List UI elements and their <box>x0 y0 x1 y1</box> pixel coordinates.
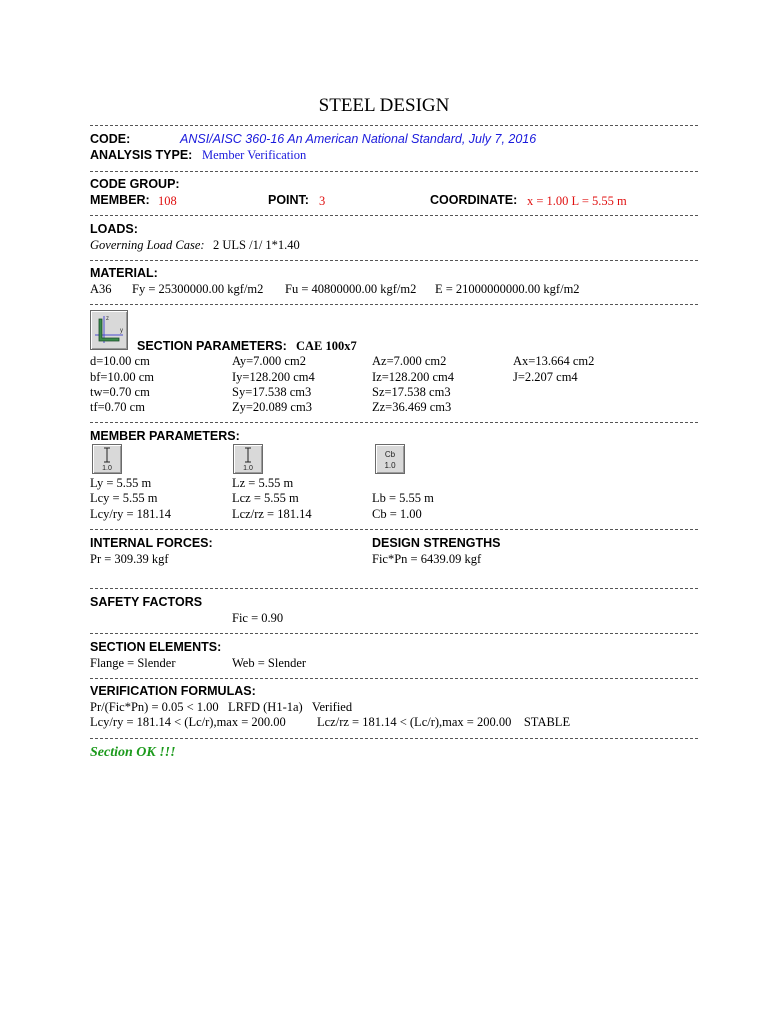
section-d: d=10.00 cm <box>90 354 150 368</box>
material-name: A36 <box>90 282 112 296</box>
web-class: Web = Slender <box>232 656 307 670</box>
divider <box>90 738 698 739</box>
member-lcy-ry: Lcy/ry = 181.14 <box>90 507 171 521</box>
axis-y-label: y <box>120 328 123 334</box>
analysis-type-label: ANALYSIS TYPE: <box>90 148 193 162</box>
material-e: E = 21000000000.00 kgf/m2 <box>435 282 580 296</box>
divider <box>90 171 698 172</box>
member-cb: Cb = 1.00 <box>372 507 422 521</box>
member-value: 108 <box>158 194 177 208</box>
internal-force-pr: Pr = 309.39 kgf <box>90 552 169 566</box>
section-sz: Sz=17.538 cm3 <box>372 385 451 399</box>
divider <box>90 260 698 261</box>
section-elements-label: SECTION ELEMENTS: <box>90 640 222 654</box>
icon-factor-text: 1.0 <box>102 465 112 472</box>
page-title: STEEL DESIGN <box>318 95 450 116</box>
safety-factor-value: Fic = 0.90 <box>232 611 284 625</box>
angle-section-icon <box>90 310 128 350</box>
section-name: CAE 100x7 <box>296 339 357 353</box>
safety-factors-label: SAFETY FACTORS <box>90 595 203 609</box>
section-az: Az=7.000 cm2 <box>372 354 447 368</box>
member-lcy: Lcy = 5.55 m <box>90 491 158 505</box>
divider <box>90 633 698 634</box>
formula-slenderness-z: Lcz/rz = 181.14 < (Lc/r),max = 200.00 STABLE <box>317 715 571 729</box>
icon-cb-value: 1.0 <box>384 461 396 470</box>
member-lcz-rz: Lcz/rz = 181.14 <box>232 507 312 521</box>
member-lz: Lz = 5.55 m <box>232 476 294 490</box>
point-label: POINT: <box>268 193 309 207</box>
section-ax: Ax=13.664 cm2 <box>513 354 595 368</box>
section-bf: bf=10.00 cm <box>90 370 154 384</box>
loads-label: LOADS: <box>90 222 138 236</box>
formula-slenderness-y: Lcy/ry = 181.14 < (Lc/r),max = 200.00 <box>90 715 286 729</box>
divider <box>90 304 698 305</box>
code-value: ANSI/AISC 360-16 An American National Standard, July 7, 2016 <box>180 132 537 146</box>
analysis-type-value: Member Verification <box>202 148 307 162</box>
section-parameters-label: SECTION PARAMETERS: <box>137 339 287 353</box>
axis-z-label: z <box>106 316 109 322</box>
section-j: J=2.207 cm4 <box>513 370 578 384</box>
design-strength-value: Fic*Pn = 6439.09 kgf <box>372 552 482 566</box>
coordinate-label: COORDINATE: <box>430 193 518 207</box>
section-zy: Zy=20.089 cm3 <box>232 400 312 414</box>
material-fu: Fu = 40800000.00 kgf/m2 <box>285 282 417 296</box>
divider <box>90 422 698 423</box>
governing-load-case-value: 2 ULS /1/ 1*1.40 <box>213 238 300 252</box>
member-parameters-label: MEMBER PARAMETERS: <box>90 429 240 443</box>
section-ay: Ay=7.000 cm2 <box>232 354 306 368</box>
formula-interaction: Pr/(Fic*Pn) = 0.05 < 1.00 LRFD (H1-1a) Verified <box>90 700 353 714</box>
internal-forces-label: INTERNAL FORCES: <box>90 536 213 550</box>
code-group-label: CODE GROUP: <box>90 177 180 191</box>
icon-factor-text: 1.0 <box>243 465 253 472</box>
section-ok-status: Section OK !!! <box>90 745 176 760</box>
member-lcz: Lcz = 5.55 m <box>232 491 299 505</box>
material-fy: Fy = 25300000.00 kgf/m2 <box>132 282 264 296</box>
design-strengths-label: DESIGN STRENGTHS <box>372 536 501 550</box>
section-zz: Zz=36.469 cm3 <box>372 400 452 414</box>
member-ly: Ly = 5.55 m <box>90 476 152 490</box>
verification-formulas-label: VERIFICATION FORMULAS: <box>90 684 256 698</box>
icon-cb-text: Cb <box>384 450 396 459</box>
section-iz: Iz=128.200 cm4 <box>372 370 455 384</box>
section-iy: Iy=128.200 cm4 <box>232 370 315 384</box>
section-sy: Sy=17.538 cm3 <box>232 385 312 399</box>
divider <box>90 588 698 589</box>
section-tw: tw=0.70 cm <box>90 385 150 399</box>
divider <box>90 529 698 530</box>
section-tf: tf=0.70 cm <box>90 400 145 414</box>
member-lb: Lb = 5.55 m <box>372 491 434 505</box>
material-label: MATERIAL: <box>90 266 158 280</box>
divider <box>90 215 698 216</box>
coordinate-value: x = 1.00 L = 5.55 m <box>527 194 627 208</box>
governing-load-case-label: Governing Load Case: <box>90 238 205 252</box>
divider <box>90 678 698 679</box>
member-label: MEMBER: <box>90 193 150 207</box>
flange-class: Flange = Slender <box>90 656 176 670</box>
buckling-z-icon <box>233 444 263 474</box>
cb-factor-icon <box>375 444 405 474</box>
divider <box>90 125 698 126</box>
code-label: CODE: <box>90 132 131 146</box>
point-value: 3 <box>319 194 326 208</box>
buckling-y-icon <box>92 444 122 474</box>
